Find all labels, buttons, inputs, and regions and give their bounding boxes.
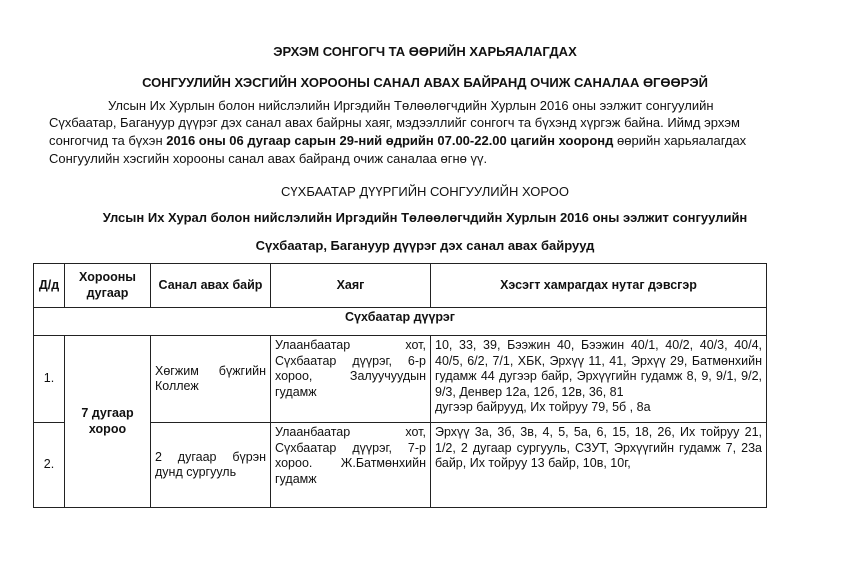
table-header-row <box>34 264 767 308</box>
station-name: 2 дугаар бүрэн дунд сургууль <box>151 423 271 508</box>
station-name: Хөгжим бүжгийн Коллеж <box>151 336 271 423</box>
sub-title-2: Сүхбаатар, Багануур дүүрэг дэх санал авах байрууд <box>255 238 595 253</box>
station-address: Улаанбаатар хот, Сүхбаатар дүүрэг, 7-р хороо. Ж.Батмөнхийн гудамж <box>271 423 431 508</box>
heading-line-1: ЭРХЭМ СОНГОГЧ ТА ӨӨРИЙН ХАРЬЯАЛАГДАХ <box>273 44 577 59</box>
header-coverage: Хэсэгт хамрагдах нутаг дэвсгэр <box>431 264 767 308</box>
section-row <box>34 308 767 336</box>
heading-line-2: СОНГУУЛИЙН ХЭСГИЙН ХОРООНЫ САНАЛ АВАХ БАЙРАНД ОЧИЖ САНАЛАА ӨГӨӨРЭЙ <box>142 75 708 90</box>
table-row <box>34 336 767 423</box>
header-committee-no: Хорооны дугаар <box>65 264 151 308</box>
coverage-text: Эрхүү 3а, 3б, 3в, 4, 5, 5а, 6, 15, 18, 26, Их тойруу 21, 1/2, 2 дугаар сургууль, СЗУТ, Эрхүүгийн гудамж 7, 23а байр, Их тойруу 13 байр, 10в, 10г, <box>435 425 762 470</box>
intro-line-2: Сүхбаатар, Багануур дүүрэг дэх санал авах байрны хаяг, мэдээллийг сонгогч та бүхэнд хүргэж байна. Иймд эрхэм <box>49 115 740 130</box>
intro-line-4: Сонгуулийн хэсгийн хорооны санал авах байранд очиж саналаа өгнө үү. <box>49 151 488 166</box>
committee-number: 7 дугаар хороо <box>65 336 151 508</box>
row-number: 1. <box>34 336 65 423</box>
coverage-area <box>431 423 767 508</box>
intro-line-1: Улсын Их Хурлын болон нийслэлийн Иргэдийн Төлөөлөгчдийн Хурлын 2016 оны ээлжит сонгуулийн <box>108 98 714 113</box>
header-address: Хаяг <box>271 264 431 308</box>
coverage-area <box>431 336 767 423</box>
header-station: Санал авах байр <box>151 264 271 308</box>
row-number: 2. <box>34 423 65 508</box>
intro-line-3-pre: сонгогчид та бүхэн <box>49 133 167 148</box>
voting-time-text: 2016 оны 06 дугаар сарын 29-ний өдрийн 07.00-22.00 цагийн хооронд <box>166 133 614 148</box>
coverage-text-cont: дугээр байрууд, Их тойруу 79, 5б , 8а <box>435 400 651 414</box>
coverage-text: 10, 33, 39, Бээжин 40, Бээжин 40/1, 40/2, 40/3, 40/4, 40/5, 6/2, 7/1, ХБК, Эрхүү 11, 41, Эрхүү 29, Батмөнхийн гудамж 44 дугээр байр, Эрхүүгийн гудамж 8, 9, 9/1, 9/2, 9/3, Денвер 12а, 12б, 12в, 36, 81 <box>435 338 762 399</box>
polling-stations-table <box>33 263 767 508</box>
intro-line-3-post: өөрийн харьяалагдах <box>613 133 747 148</box>
header-no: Д/д <box>34 264 65 308</box>
section-title: Сүхбаатар дүүрэг <box>34 308 767 336</box>
committee-title: СҮХБААТАР ДҮҮРГИЙН СОНГУУЛИЙН ХОРОО <box>281 184 569 199</box>
station-address: Улаанбаатар хот, Сүхбаатар дүүрэг, 6-р хороо, Залуучуудын гудамж <box>271 336 431 423</box>
intro-line-3 <box>49 132 747 150</box>
sub-title-1: Улсын Их Хурал болон нийслэлийн Иргэдийн Төлөөлөгчдийн Хурлын 2016 оны ээлжит сонгуулийн <box>102 210 748 225</box>
